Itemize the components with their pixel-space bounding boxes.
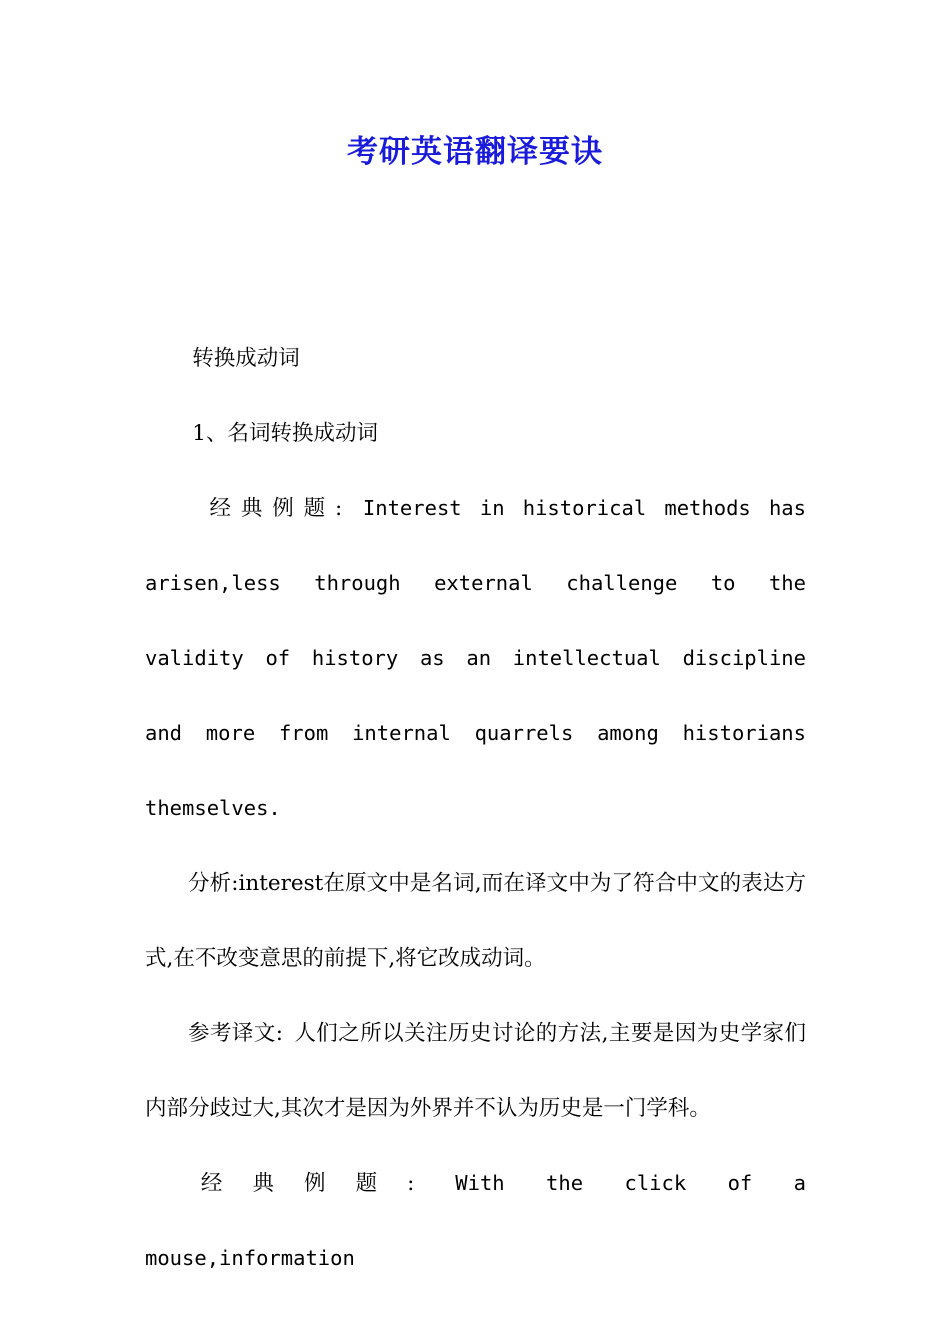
document-title: 考研英语翻译要诀 <box>347 134 603 170</box>
paragraph-label: 分析: <box>188 871 239 896</box>
paragraph-text: interest在原文中是名词,而在译文中为了符合中文的表达方式,在不改变意思的前提下,将它改成动词。 <box>145 871 806 971</box>
section-heading: 转换成动词 <box>192 346 300 371</box>
paragraph-example-2 <box>145 1146 806 1296</box>
paragraph-reference-translation <box>145 996 806 1146</box>
paragraph-text: Interest in historical methods has arisen,less through external challenge to the validity of history as an intellectual discipline and more from internal quarrels among historians themselves. <box>145 496 806 820</box>
paragraph-label: 经典例题: <box>200 1171 420 1196</box>
paragraph-text: With the click of a mouse,information <box>145 1171 807 1270</box>
subheading: 1、名词转换成动词 <box>192 421 378 446</box>
paragraph-example-1 <box>145 471 806 846</box>
paragraph-text: 人们之所以关注历史讨论的方法,主要是因为史学家们内部分歧过大,其次才是因为外界并不认为历史是一门学科。 <box>145 1021 806 1121</box>
paragraph-analysis <box>145 846 806 996</box>
document-body <box>145 321 806 1296</box>
paragraph-label: 经典例题: <box>209 496 351 521</box>
paragraph-label: 参考译文: <box>188 1021 284 1046</box>
